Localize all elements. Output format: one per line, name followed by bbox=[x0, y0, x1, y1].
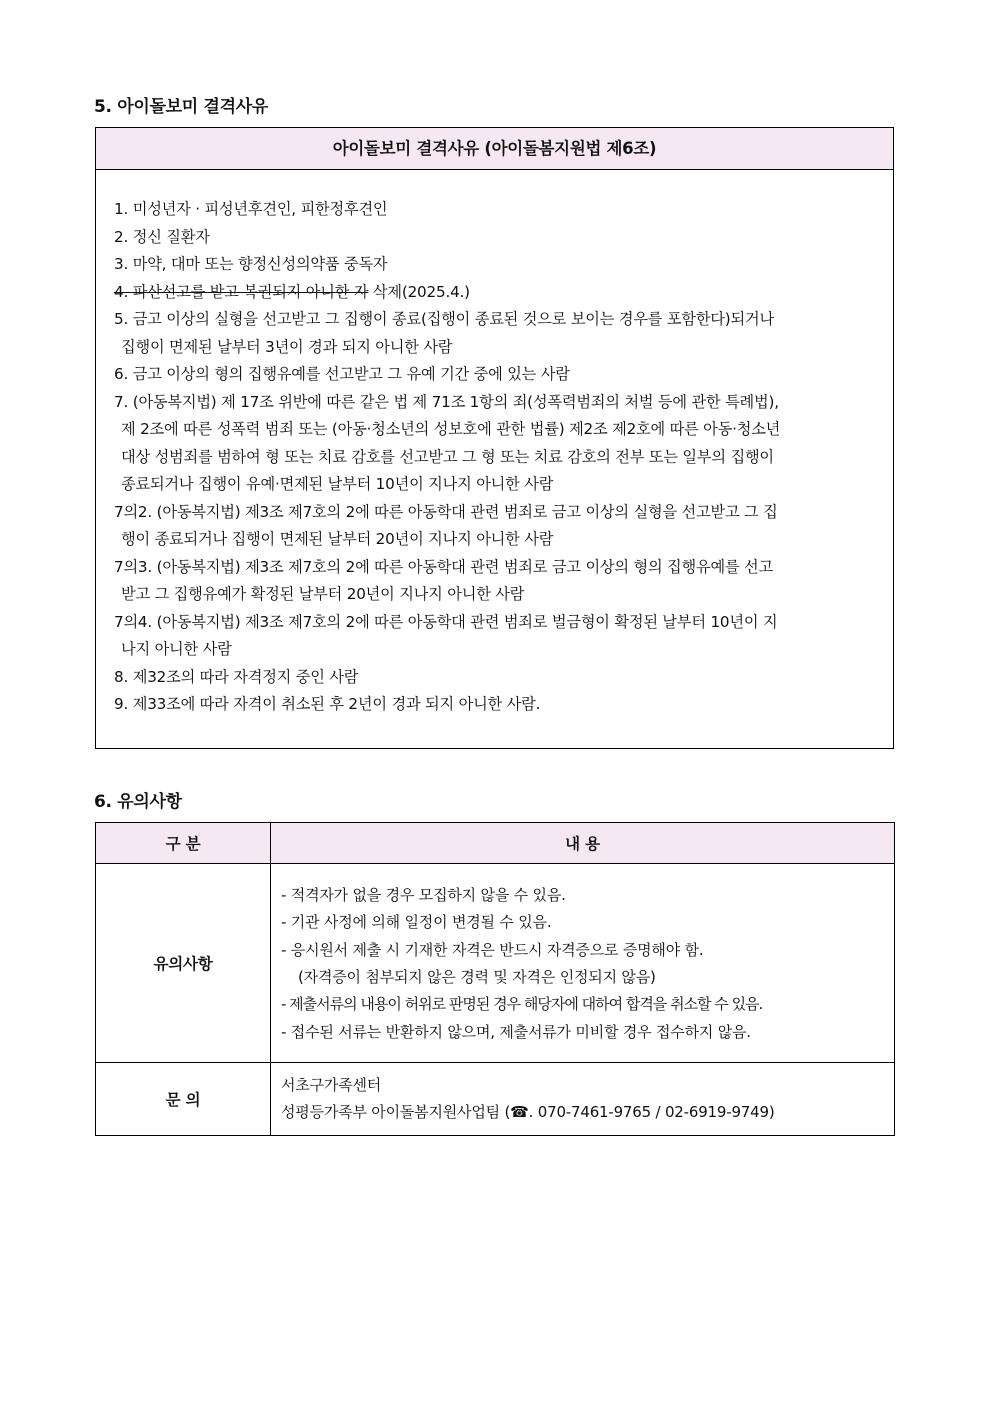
list-item bbox=[114, 664, 883, 692]
list-item bbox=[114, 361, 883, 389]
disqualification-list bbox=[114, 196, 883, 719]
disqualification-box-header: 아이돌보미 결격사유 (아이돌봄지원법 제6조) bbox=[96, 128, 893, 170]
list-item-line: 종료되거나 집행이 유예·면제된 날부터 10년이 지나지 아니한 사람 bbox=[121, 475, 554, 493]
disqualification-box bbox=[95, 127, 894, 749]
list-item-line: 2. 정신 질환자 bbox=[114, 227, 210, 246]
list-item-line: 9. 제33조에 따라 자격이 취소된 후 2년이 경과 되지 아니한 사람. bbox=[114, 695, 541, 713]
note-line: - 적격자가 없을 경우 모집하지 않을 수 있음. bbox=[281, 886, 566, 905]
note-line: - 접수된 서류는 반환하지 않으며, 제출서류가 미비할 경우 접수하지 않음. bbox=[281, 1022, 751, 1041]
table-row bbox=[96, 1063, 895, 1136]
table-header-row bbox=[96, 823, 895, 864]
list-item-line: 7의4. (아동복지법) 제3조 제7호의 2에 따른 아동학대 관련 범죄로 벌금형이 확정된 날부터 10년이 지 bbox=[114, 612, 778, 631]
row-category: 문 의 bbox=[96, 1063, 271, 1136]
note-line: - 응시원서 제출 시 기재한 자격은 반드시 자격증으로 증명해야 함. bbox=[281, 940, 704, 959]
notes-table bbox=[95, 822, 895, 1136]
list-item-line: 대상 성범죄를 범하여 형 또는 치료 감호를 선고받고 그 형 또는 치료 감호의 전부 또는 일부의 집행이 bbox=[121, 447, 774, 466]
note-line: - 기관 사정에 의해 일정이 변경될 수 있음. bbox=[281, 913, 552, 932]
list-item-line: 6. 금고 이상의 형의 집행유예를 선고받고 그 유예 기간 중에 있는 사람 bbox=[114, 365, 570, 383]
list-item-line: 3. 마약, 대마 또는 향정신성의약품 중독자 bbox=[114, 255, 388, 273]
list-item-line: 받고 그 집행유예가 확정된 날부터 20년이 지나지 아니한 사람 bbox=[121, 585, 525, 603]
list-item-line: 7의3. (아동복지법) 제3조 제7호의 2에 따른 아동학대 관련 범죄로 금고 이상의 형의 집행유예를 선고 bbox=[114, 557, 773, 576]
list-item-line: 제 2조에 따른 성폭력 범죄 또는 (아동·청소년의 성보호에 관한 법률) 제2조 제2호에 따른 아동·청소년 bbox=[121, 420, 781, 438]
list-item bbox=[114, 554, 883, 609]
list-item bbox=[114, 389, 883, 499]
list-item-deleted bbox=[114, 279, 883, 307]
list-item bbox=[114, 499, 883, 554]
list-item bbox=[114, 691, 883, 719]
section-6-title: 6. 유의사항 bbox=[94, 792, 182, 812]
struck-text: 4. 파산선고를 받고 복권되지 아니한 자 bbox=[114, 282, 369, 301]
contact-org: 서초구가족센터 bbox=[281, 1076, 382, 1094]
column-header-content: 내 용 bbox=[271, 823, 895, 864]
list-item bbox=[114, 196, 883, 224]
note-line: (자격증이 첨부되지 않은 경력 및 자격은 인정되지 않음) bbox=[298, 968, 656, 986]
row-content bbox=[271, 1063, 895, 1136]
list-item-line: 5. 금고 이상의 실형을 선고받고 그 집행이 종료(집행이 종료된 것으로 보이는 경우를 포함한다)되거나 bbox=[114, 310, 774, 328]
list-item-line: 7의2. (아동복지법) 제3조 제7호의 2에 따른 아동학대 관련 범죄로 금고 이상의 실형을 선고받고 그 집 bbox=[114, 502, 778, 521]
list-item bbox=[114, 224, 883, 252]
contact-phone: 성평등가족부 아이돌봄지원사업팀 (☎. 070-7461-9765 / 02-6919-9749) bbox=[281, 1103, 775, 1121]
row-category: 유의사항 bbox=[96, 864, 271, 1063]
note-line: - 제출서류의 내용이 허위로 판명된 경우 해당자에 대하여 합격을 취소할 수 있음. bbox=[281, 995, 763, 1014]
list-item bbox=[114, 609, 883, 664]
column-header-category: 구 분 bbox=[96, 823, 271, 864]
list-item-line: 행이 종료되거나 집행이 면제된 날부터 20년이 지나지 아니한 사람 bbox=[121, 530, 554, 548]
deleted-note: 삭제(2025.4.) bbox=[368, 282, 470, 301]
list-item bbox=[114, 251, 883, 279]
list-item-line: 7. (아동복지법) 제 17조 위반에 따른 같은 법 제 71조 1항의 죄(성폭력범죄의 처벌 등에 관한 특례법), bbox=[114, 392, 779, 411]
list-item-line: 1. 미성년자 · 피성년후견인, 피한정후견인 bbox=[114, 200, 388, 218]
list-item bbox=[114, 306, 883, 361]
list-item-line: 나지 아니한 사람 bbox=[121, 640, 232, 658]
table-row bbox=[96, 864, 895, 1063]
section-5-title: 5. 아이돌보미 결격사유 bbox=[94, 97, 269, 117]
list-item-line: 8. 제32조의 따라 자격정지 중인 사람 bbox=[114, 667, 359, 686]
row-content bbox=[271, 864, 895, 1063]
list-item-line: 집행이 면제된 날부터 3년이 경과 되지 아니한 사람 bbox=[121, 337, 453, 356]
